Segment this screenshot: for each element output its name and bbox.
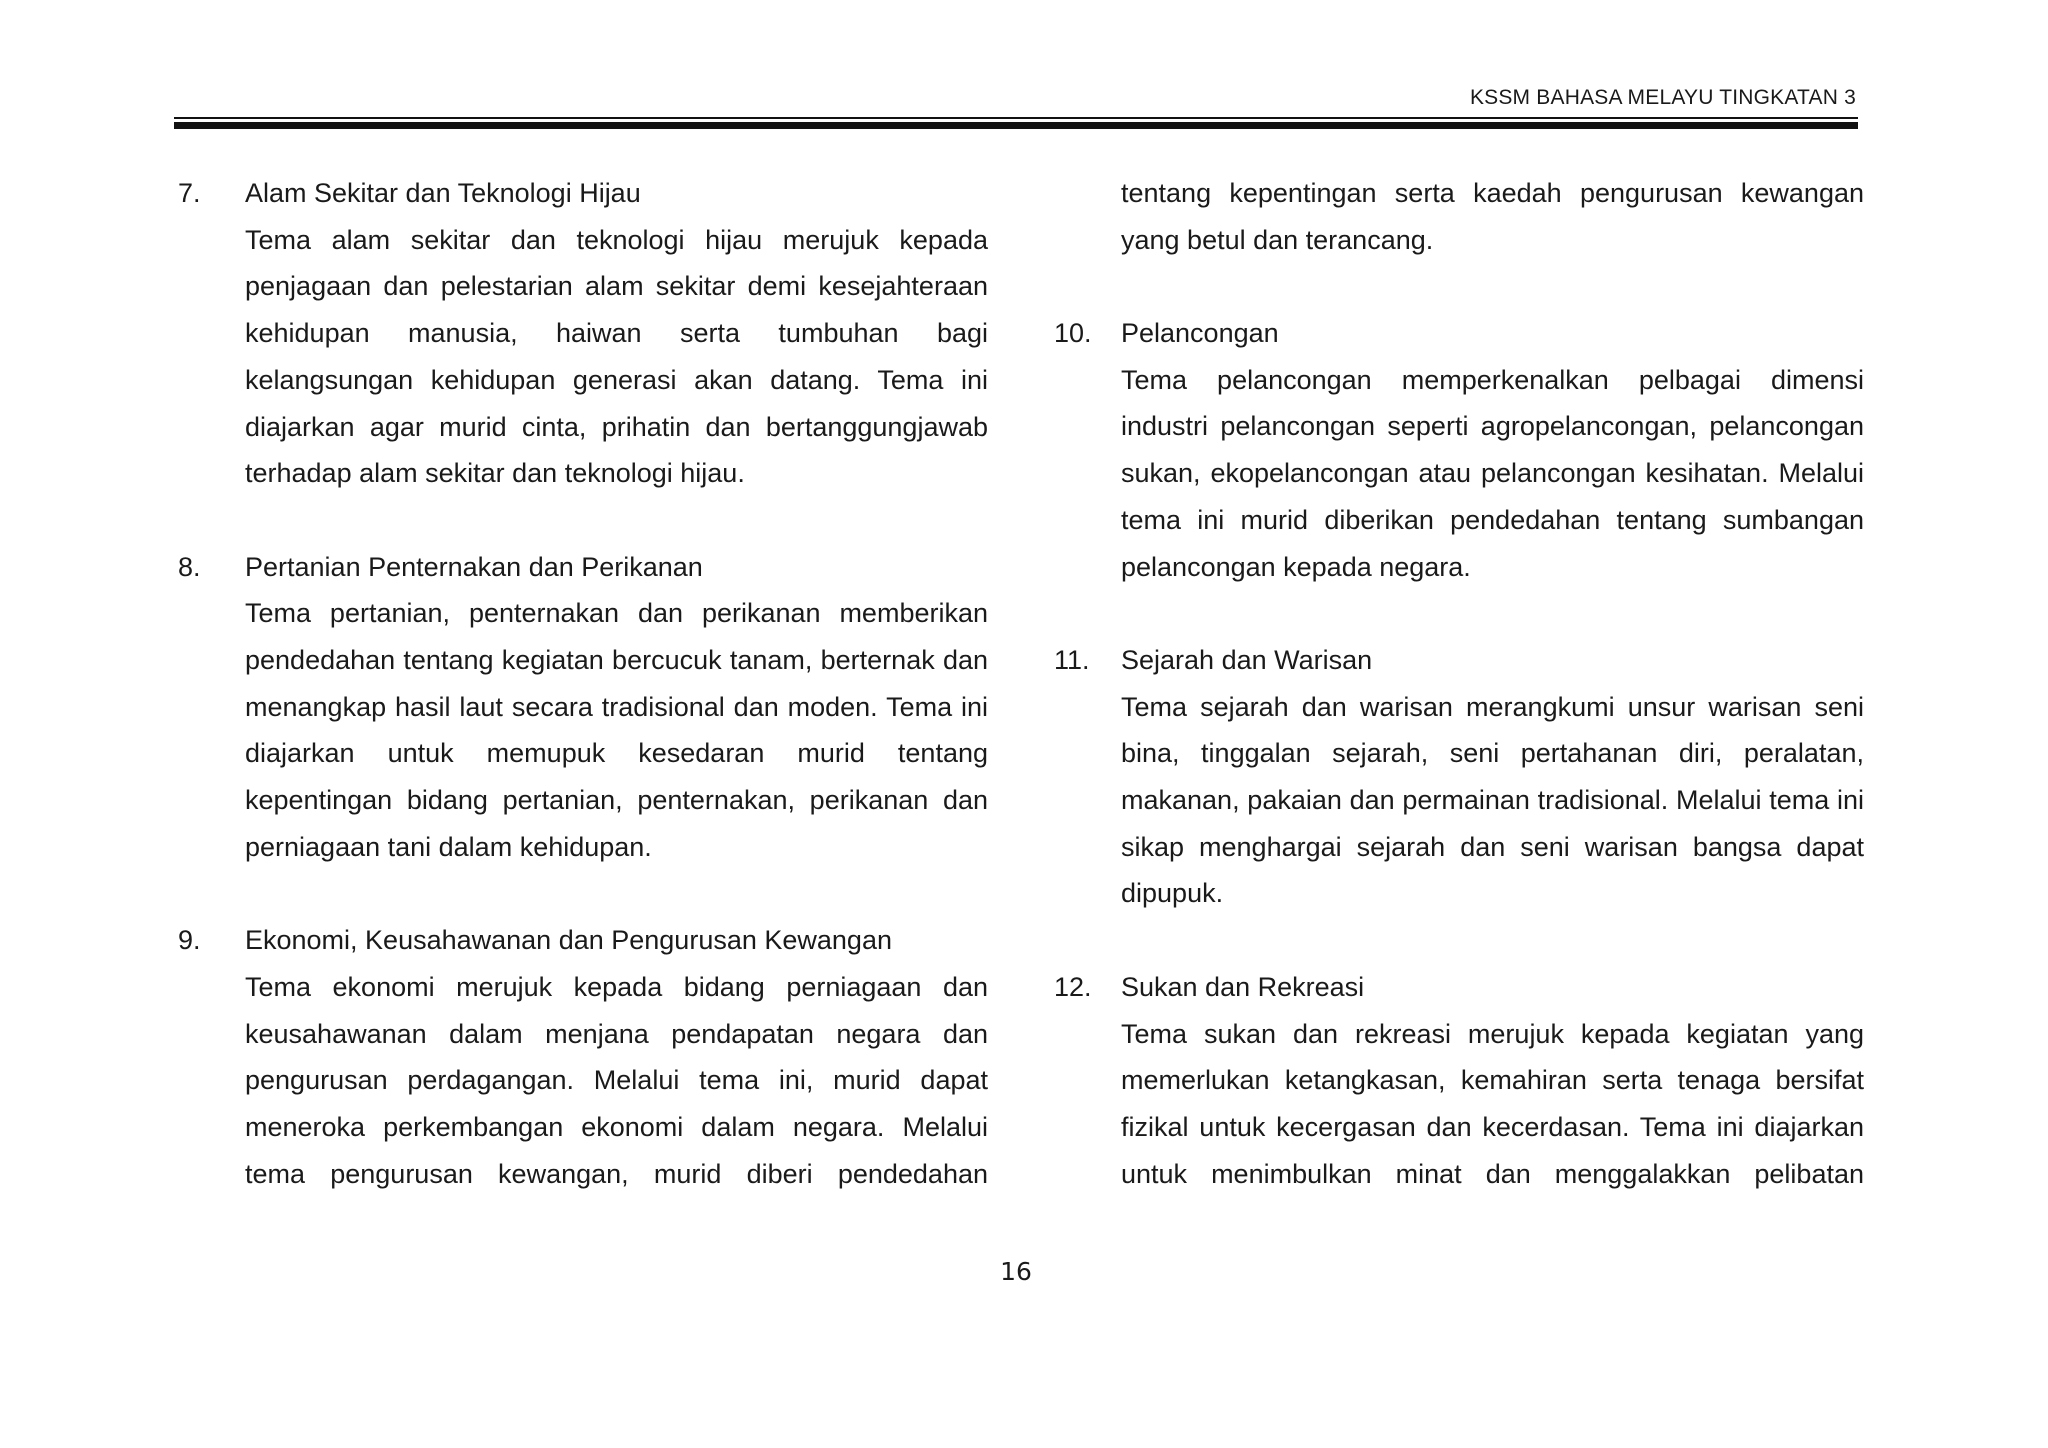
continuation-text: tentang kepentingan serta kaedah pengurusan kewangan yang betul dan terancang. bbox=[1121, 178, 1864, 255]
section-heading bbox=[1054, 637, 1864, 684]
section-body: Tema sejarah dan warisan merangkumi unsur warisan seni bina, tinggalan sejarah, seni pertahanan diri, peralatan, makanan, pakaian dan permainan tradisional. Melalui tema ini sikap menghargai sejarah dan seni warisan bangsa dapat dipupuk. bbox=[1121, 691, 1864, 909]
section-number: 10. bbox=[1054, 318, 1092, 349]
section-heading bbox=[178, 170, 988, 217]
section-title: Alam Sekitar dan Teknologi Hijau bbox=[245, 178, 641, 208]
section-number: 12. bbox=[1054, 971, 1092, 1002]
section-9 bbox=[178, 917, 988, 1197]
section-body: Tema sukan dan rekreasi merujuk kepada kegiatan yang memerlukan ketangkasan, kemahiran serta tenaga bersifat fizikal untuk kecergasan dan kecerdasan. Tema ini diajarkan untuk menimbulkan minat dan menggalakkan pelibatan bbox=[1121, 1018, 1864, 1189]
section-title: Pelancongan bbox=[1121, 318, 1279, 349]
section-body: Tema pelancongan memperkenalkan pelbagai dimensi industri pelancongan seperti agropelancongan, pelancongan sukan, ekopelancongan atau pelancongan kesihatan. Melalui tema ini murid diberikan pendedahan tentang sumbangan pelancongan kepada negara. bbox=[1121, 364, 1864, 582]
section-8 bbox=[178, 544, 988, 871]
header-title: KSSM BAHASA MELAYU TINGKATAN 3 bbox=[1469, 86, 1856, 109]
section-heading bbox=[178, 544, 988, 591]
section-7 bbox=[178, 170, 988, 497]
section-number: 7. bbox=[178, 178, 201, 208]
section-heading bbox=[178, 917, 988, 964]
page-number: 16 bbox=[1000, 1257, 1032, 1286]
section-number: 9. bbox=[178, 925, 201, 956]
section-number: 8. bbox=[178, 551, 201, 582]
section-body: Tema alam sekitar dan teknologi hijau merujuk kepada penjagaan dan pelestarian alam sekitar demi kesejahteraan kehidupan manusia, haiwan serta tumbuhan bagi kelangsungan kehidupan generasi akan datang. Tema ini diajarkan agar murid cinta, prihatin dan bertanggungjawab terhadap alam sekitar dan teknologi hijau. bbox=[245, 224, 988, 489]
section-10 bbox=[1054, 310, 1864, 590]
section-body: Tema ekonomi merujuk kepada bidang perniagaan dan keusahawanan dalam menjana pendapatan negara dan pengurusan perdagangan. Melalui tema ini, murid dapat meneroka perkembangan ekonomi dalam negara. Melalui tema pengurusan kewangan, murid diberi pendedahan bbox=[245, 971, 988, 1189]
right-column bbox=[1054, 170, 1864, 1244]
section-title: Ekonomi, Keusahawanan dan Pengurusan Kewangan bbox=[245, 925, 892, 956]
section-title: Sukan dan Rekreasi bbox=[1121, 971, 1365, 1002]
header-rule-thick bbox=[174, 122, 1858, 129]
left-column bbox=[178, 170, 988, 1244]
header-rule-thin bbox=[174, 117, 1858, 119]
section-title: Sejarah dan Warisan bbox=[1121, 644, 1373, 675]
section-heading bbox=[1054, 310, 1864, 357]
section-11 bbox=[1054, 637, 1864, 917]
section-title: Pertanian Penternakan dan Perikanan bbox=[245, 551, 703, 582]
section-number: 11. bbox=[1054, 644, 1090, 675]
section-heading bbox=[1054, 964, 1864, 1011]
section-12 bbox=[1054, 964, 1864, 1198]
section-body: Tema pertanian, penternakan dan perikanan memberikan pendedahan tentang kegiatan bercucuk tanam, berternak dan menangkap hasil laut secara tradisional dan moden. Tema ini diajarkan untuk memupuk kesedaran murid tentang kepentingan bidang pertanian, penternakan, perikanan dan perniagaan tani dalam kehidupan. bbox=[245, 598, 988, 862]
